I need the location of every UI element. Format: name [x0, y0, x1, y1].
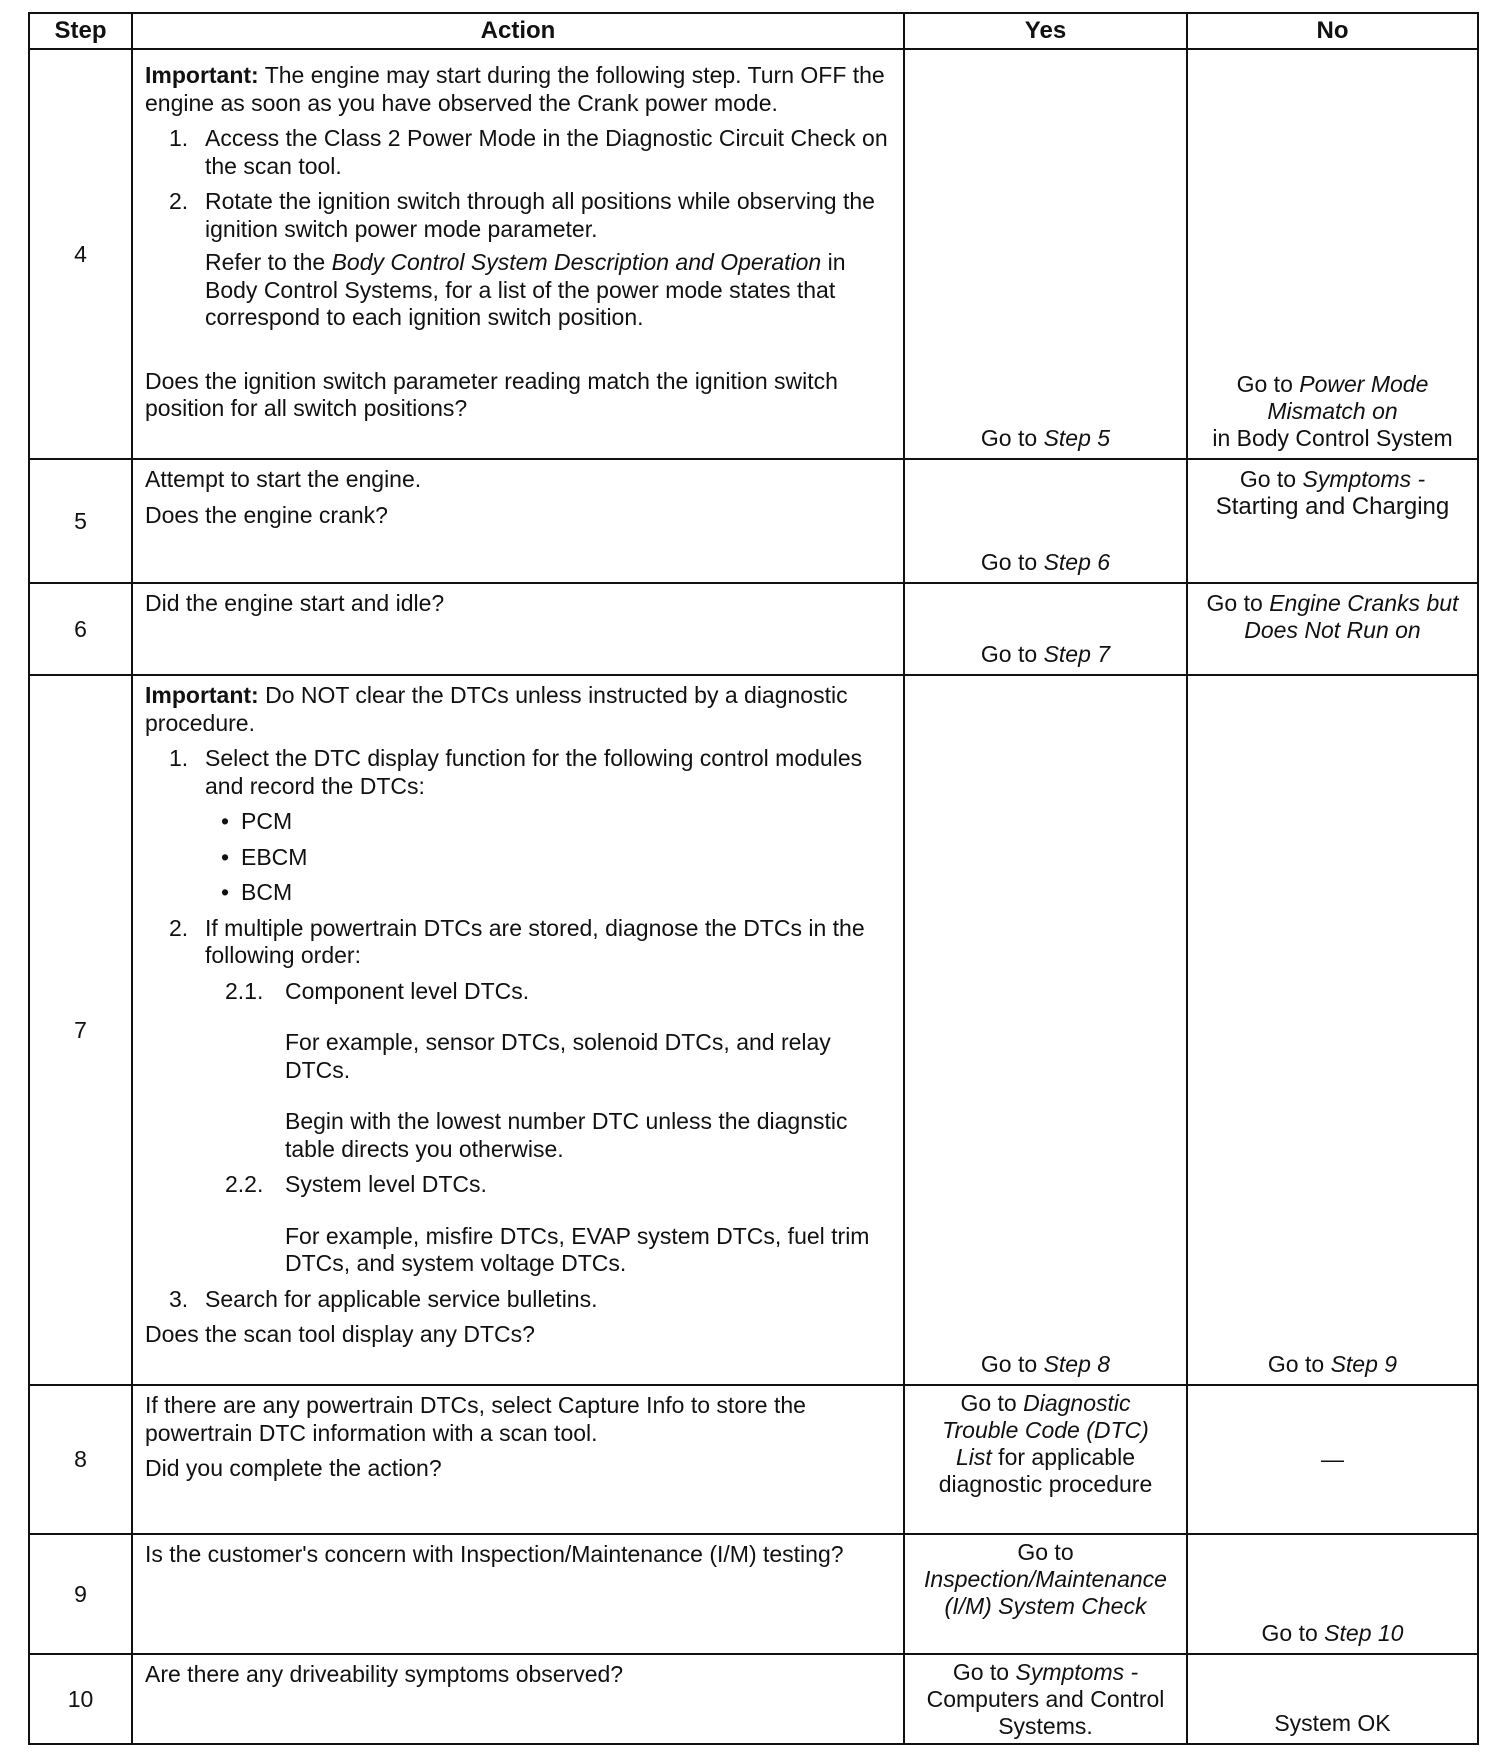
action-cell [132, 675, 904, 1385]
yes-post: Computers and Control Systems. [926, 1686, 1165, 1739]
yes-cell [904, 459, 1187, 583]
list-item [145, 915, 891, 970]
yes-cell [904, 1654, 1187, 1744]
bullet-item [145, 844, 891, 872]
refer-post: in Body Control Systems, for a list of the power mode states that correspond to each ignition switch position. [205, 249, 846, 330]
action-cell [132, 1534, 904, 1654]
list-text: Access the Class 2 Power Mode in the Diagnostic Circuit Check on the scan tool. [205, 125, 888, 179]
yes-link[interactable]: Diagnostic Trouble Code (DTC) List [942, 1390, 1149, 1470]
bullet-item [145, 879, 891, 907]
no-link[interactable]: Symptoms - [1302, 466, 1426, 492]
list-item [145, 1286, 891, 1314]
list-item [145, 745, 891, 800]
no-cell [1187, 459, 1478, 583]
header-row [29, 13, 1478, 49]
yes-post: for applicable diagnostic procedure [938, 1444, 1153, 1497]
yes-link[interactable]: Step 7 [1043, 641, 1111, 667]
list-text: Search for applicable service bulletins. [205, 1285, 598, 1312]
action-cell [132, 1654, 904, 1744]
no-cell: — [1187, 1385, 1478, 1534]
diagnostic-table [28, 12, 1479, 1745]
bullet-icon: • [221, 808, 230, 834]
no-pre: Go to [1236, 371, 1300, 397]
no-cell [1187, 1654, 1478, 1744]
yes-link[interactable]: Symptoms - [1015, 1659, 1139, 1685]
yes-link[interactable]: Step 8 [1043, 1351, 1111, 1377]
important-text: The engine may start during the following step. Turn OFF the engine as soon as you have observed the Crank power mode. [145, 62, 885, 116]
list-text: If multiple powertrain DTCs are stored, diagnose the DTCs in the following order: [205, 914, 865, 968]
yes-link[interactable]: Step 6 [1043, 549, 1111, 575]
header-action: Action [132, 13, 904, 49]
sub-list-item [145, 1171, 891, 1278]
question: Is the customer's concern with Inspection/Maintenance (I/M) testing? [145, 1541, 844, 1567]
example-text: For example, misfire DTCs, EVAP system DTCs, fuel trim DTCs, and system voltage DTCs. [285, 1222, 870, 1276]
no-text: System OK [1274, 1710, 1391, 1736]
yes-cell [904, 583, 1187, 675]
yes-link[interactable]: Inspection/Maintenance (I/M) System Check [924, 1566, 1167, 1619]
table-row-step-9 [29, 1534, 1478, 1654]
yes-pre: Go to [980, 641, 1044, 667]
step-number: 9 [29, 1534, 132, 1654]
no-link[interactable]: Step 10 [1324, 1620, 1404, 1646]
no-link[interactable]: Power Mode Mismatch on [1267, 371, 1429, 424]
list-text: Component level DTCs. [285, 977, 530, 1004]
refer-note [205, 249, 891, 332]
sub-list-item [145, 978, 891, 1164]
list-number: 2.1. [225, 977, 264, 1004]
list-item [145, 188, 891, 332]
step-number: 5 [29, 459, 132, 583]
yes-pre: Go to [960, 1390, 1024, 1416]
no-pre: Go to [1206, 590, 1270, 616]
header-yes: Yes [904, 13, 1187, 49]
yes-link[interactable]: Step 5 [1043, 425, 1111, 451]
list-number: 2.2. [225, 1171, 264, 1197]
bullet-icon: • [221, 879, 230, 905]
important-note [145, 62, 891, 117]
table-row-step-8 [29, 1385, 1478, 1534]
list-number: 3. [169, 1285, 189, 1312]
action-line: Attempt to start the engine. [145, 466, 422, 492]
table-row-step-10 [29, 1654, 1478, 1744]
no-cell [1187, 675, 1478, 1385]
yes-cell [904, 675, 1187, 1385]
begin-text: Begin with the lowest number DTC unless the diagnstic table directs you otherwise. [285, 1108, 848, 1162]
bullet-text: BCM [241, 879, 293, 905]
list-number: 1. [169, 125, 189, 151]
important-text: Do NOT clear the DTCs unless instructed by a diagnostic procedure. [145, 682, 848, 736]
list-item [145, 125, 891, 180]
action-cell [132, 583, 904, 675]
yes-pre: Go to [980, 1351, 1044, 1377]
header-no: No [1187, 13, 1478, 49]
question: Does the scan tool display any DTCs? [145, 1321, 535, 1347]
list-number: 2. [169, 188, 189, 214]
no-post: in Body Control System [1212, 425, 1453, 451]
action-cell [132, 1385, 904, 1534]
important-label: Important: [145, 62, 259, 88]
list-text: Select the DTC display function for the following control modules and record the DTCs: [205, 745, 863, 799]
bullet-item [145, 808, 891, 836]
yes-cell [904, 1534, 1187, 1654]
action-cell [132, 459, 904, 583]
no-cell [1187, 583, 1478, 675]
yes-cell [904, 49, 1187, 459]
list-text: Rotate the ignition switch through all positions while observing the ignition switch power mode parameter. [205, 188, 875, 242]
no-link[interactable]: Step 9 [1330, 1351, 1398, 1377]
question: Did the engine start and idle? [145, 590, 445, 616]
important-note [145, 682, 891, 737]
refer-link[interactable]: Body Control System Description and Operation [331, 249, 822, 275]
question: Does the ignition switch parameter reading match the ignition switch position for all switch positions? [145, 367, 838, 421]
table-row-step-6 [29, 583, 1478, 675]
list-number: 2. [169, 914, 189, 941]
no-post: Starting and Charging [1215, 493, 1450, 520]
list-number: 1. [169, 745, 189, 771]
yes-pre: Go to [952, 1659, 1016, 1685]
bullet-text: EBCM [241, 843, 308, 870]
yes-pre: Go to [980, 425, 1044, 451]
no-pre: Go to [1261, 1620, 1325, 1646]
no-link[interactable]: Engine Cranks but Does Not Run on [1244, 590, 1459, 643]
yes-pre: Go to [980, 549, 1044, 575]
step-number: 4 [29, 49, 132, 459]
bullet-icon: • [221, 843, 230, 870]
no-cell [1187, 1534, 1478, 1654]
yes-pre: Go to [1017, 1539, 1074, 1565]
step-number: 7 [29, 675, 132, 1385]
bullet-text: PCM [241, 808, 293, 834]
table-row-step-7 [29, 675, 1478, 1385]
action-cell [132, 49, 904, 459]
no-cell [1187, 49, 1478, 459]
table-row-step-5 [29, 459, 1478, 583]
diagnostic-table-page [28, 12, 1477, 1743]
list-text: System level DTCs. [285, 1171, 487, 1197]
yes-cell [904, 1385, 1187, 1534]
refer-pre: Refer to the [205, 249, 332, 275]
step-number: 8 [29, 1385, 132, 1534]
no-pre: Go to [1239, 466, 1303, 492]
example-text: For example, sensor DTCs, solenoid DTCs, and relay DTCs. [285, 1029, 831, 1083]
header-step: Step [29, 13, 132, 49]
action-line: If there are any powertrain DTCs, select Capture Info to store the powertrain DTC information with a scan tool. [145, 1392, 806, 1446]
step-number: 10 [29, 1654, 132, 1744]
table-row-step-4 [29, 49, 1478, 459]
step-number: 6 [29, 583, 132, 675]
question: Did you complete the action? [145, 1455, 442, 1481]
question: Are there any driveability symptoms observed? [145, 1661, 624, 1687]
no-pre: Go to [1267, 1351, 1331, 1377]
important-label: Important: [145, 682, 259, 708]
question: Does the engine crank? [145, 501, 388, 528]
